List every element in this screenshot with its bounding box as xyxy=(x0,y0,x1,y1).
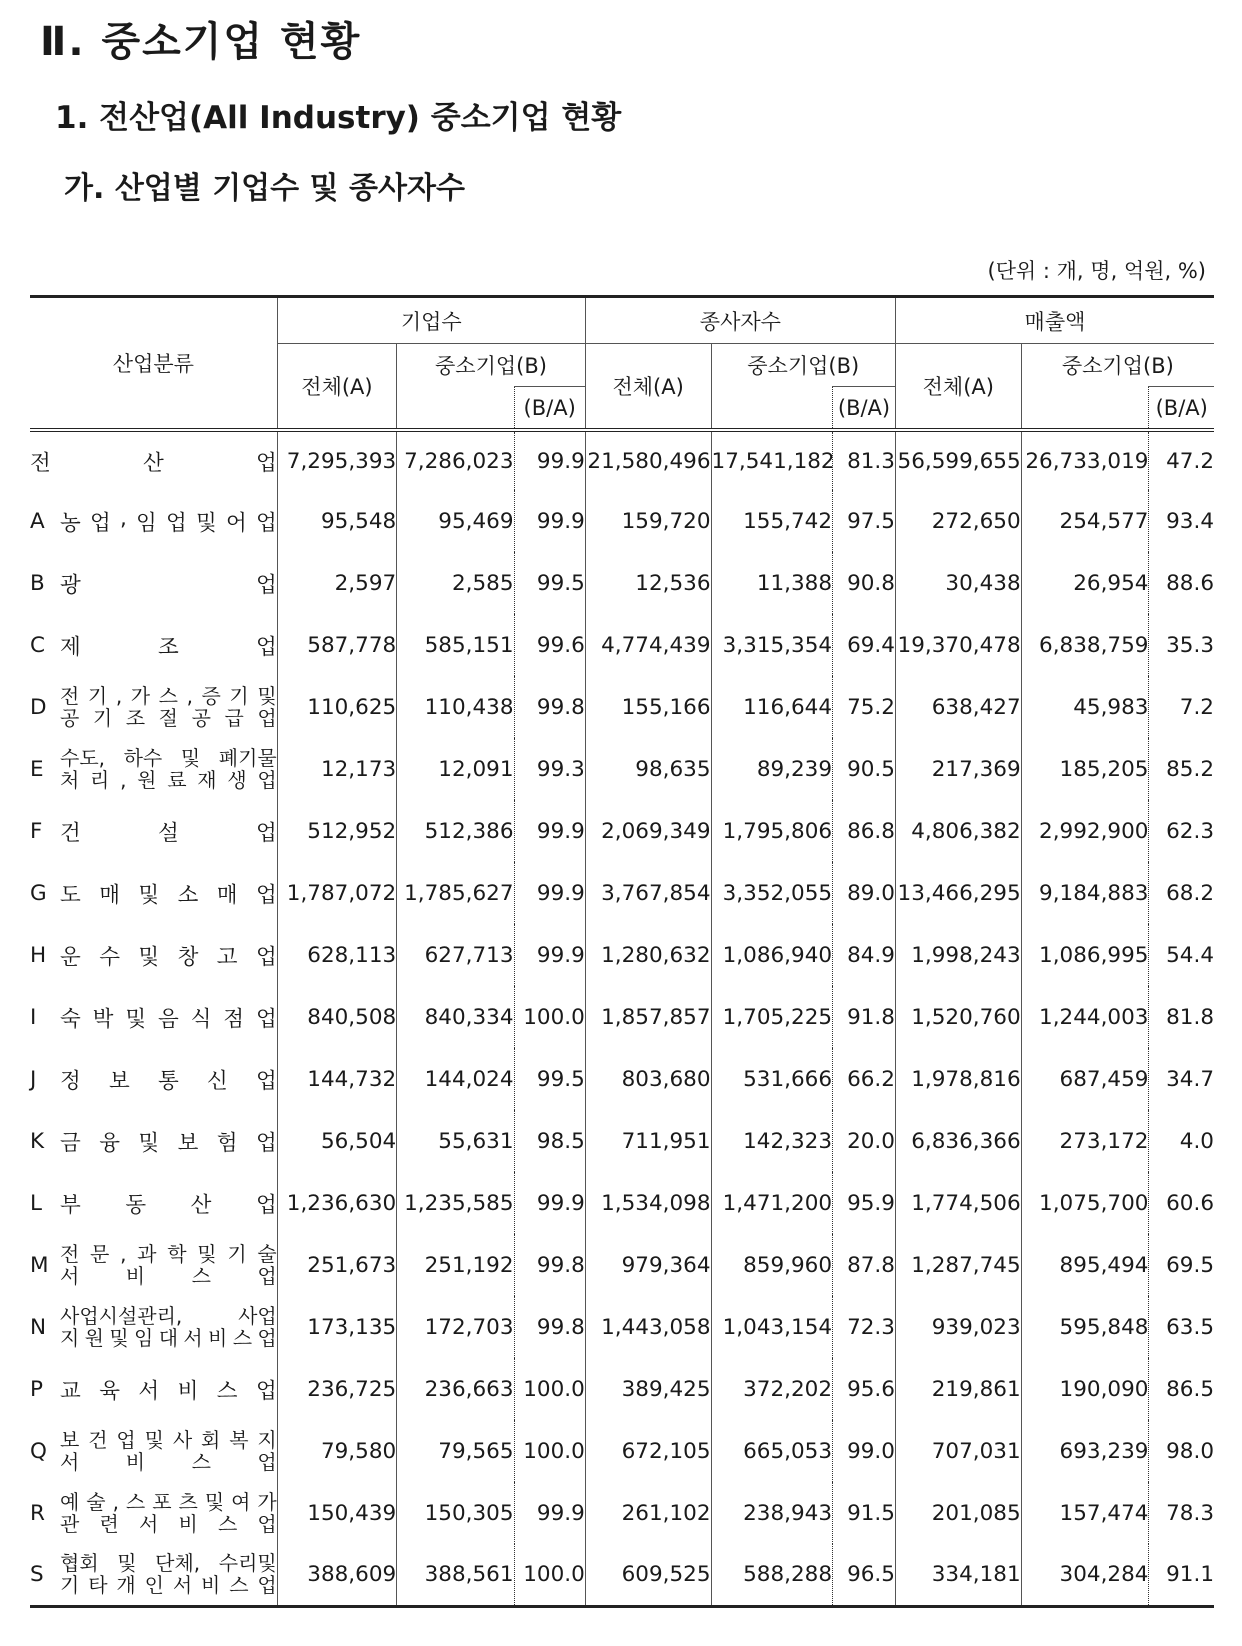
table-cell: 90.5 xyxy=(833,738,896,800)
table-cell: 7,295,393 xyxy=(277,430,396,490)
industry-code: N xyxy=(30,1314,47,1340)
industry-code: Q xyxy=(30,1438,47,1464)
table-cell: 6,836,366 xyxy=(895,1110,1021,1172)
table-cell: 3,767,854 xyxy=(585,862,711,924)
header-employees-sme: 중소기업(B) xyxy=(711,344,895,387)
industry-code: C xyxy=(30,632,46,658)
header-sales-sme: 중소기업(B) xyxy=(1021,344,1214,387)
row-label xyxy=(30,924,277,986)
table-cell: 75.2 xyxy=(833,676,896,738)
table-cell: 99.0 xyxy=(833,1420,896,1482)
row-label xyxy=(30,552,277,614)
row-label xyxy=(30,1482,277,1544)
table-cell: 261,102 xyxy=(585,1482,711,1544)
header-sales-sme-blank xyxy=(1021,387,1149,431)
row-label xyxy=(30,1234,277,1296)
table-cell: 172,703 xyxy=(397,1296,514,1358)
header-group-firms: 기업수 xyxy=(277,297,585,344)
table-cell: 96.5 xyxy=(833,1544,896,1606)
industry-name: 금 융 및 보 험 업 xyxy=(60,1130,277,1156)
table-row xyxy=(30,1048,1214,1110)
table-cell: 56,599,655 xyxy=(895,430,1021,490)
table-row xyxy=(30,924,1214,986)
row-label xyxy=(30,614,277,676)
table-cell: 190,090 xyxy=(1021,1358,1149,1420)
table-cell: 116,644 xyxy=(711,676,833,738)
header-firms-sme-blank xyxy=(397,387,514,431)
table-cell: 665,053 xyxy=(711,1420,833,1482)
table-cell: 155,166 xyxy=(585,676,711,738)
table-cell: 388,609 xyxy=(277,1544,396,1606)
table-cell: 99.3 xyxy=(514,738,585,800)
table-cell: 254,577 xyxy=(1021,490,1149,552)
industry-code: S xyxy=(30,1561,44,1587)
section-heading: Ⅱ. 중소기업 현황 xyxy=(40,19,362,65)
table-cell: 1,287,745 xyxy=(895,1234,1021,1296)
industry-code: L xyxy=(30,1190,42,1216)
table-cell: 89,239 xyxy=(711,738,833,800)
table-cell: 56,504 xyxy=(277,1110,396,1172)
table-row xyxy=(30,1420,1214,1482)
table-cell: 707,031 xyxy=(895,1420,1021,1482)
table-cell: 47.2 xyxy=(1149,430,1214,490)
table-cell: 7.2 xyxy=(1149,676,1214,738)
table-cell: 99.6 xyxy=(514,614,585,676)
table-cell: 2,992,900 xyxy=(1021,800,1149,862)
table-row xyxy=(30,1544,1214,1606)
table-cell: 13,466,295 xyxy=(895,862,1021,924)
table-cell: 99.9 xyxy=(514,430,585,490)
table-cell: 26,733,019 xyxy=(1021,430,1149,490)
table-cell: 219,861 xyxy=(895,1358,1021,1420)
table-cell: 98,635 xyxy=(585,738,711,800)
table-cell: 638,427 xyxy=(895,676,1021,738)
unit-note: (단위 : 개, 명, 억원, %) xyxy=(987,259,1206,283)
table-row xyxy=(30,614,1214,676)
table-cell: 110,625 xyxy=(277,676,396,738)
table-cell: 81.3 xyxy=(833,430,896,490)
row-label xyxy=(30,1110,277,1172)
table-cell: 110,438 xyxy=(397,676,514,738)
table-cell: 3,315,354 xyxy=(711,614,833,676)
table-cell: 90.8 xyxy=(833,552,896,614)
table-cell: 54.4 xyxy=(1149,924,1214,986)
table-cell: 95.6 xyxy=(833,1358,896,1420)
table-cell: 155,742 xyxy=(711,490,833,552)
table-cell: 1,443,058 xyxy=(585,1296,711,1358)
table-cell: 17,541,182 xyxy=(711,430,833,490)
table-cell: 939,023 xyxy=(895,1296,1021,1358)
table-cell: 99.9 xyxy=(514,1482,585,1544)
table-cell: 99.8 xyxy=(514,1296,585,1358)
industry-name: 전 문 , 과 학 및 기 술 서 비 스 업 xyxy=(60,1242,277,1288)
table-cell: 142,323 xyxy=(711,1110,833,1172)
table-cell: 1,086,940 xyxy=(711,924,833,986)
table-cell: 100.0 xyxy=(514,1544,585,1606)
industry-name: 광 업 xyxy=(60,572,277,598)
subsection-heading: 1. 전산업(All Industry) 중소기업 현황 xyxy=(55,100,622,136)
table-cell: 693,239 xyxy=(1021,1420,1149,1482)
table-cell: 4.0 xyxy=(1149,1110,1214,1172)
table-cell: 12,173 xyxy=(277,738,396,800)
table-cell: 588,288 xyxy=(711,1544,833,1606)
industry-name: 사업시설관리, 사업 지 원 및 임 대 서 비 스 업 xyxy=(60,1304,277,1350)
industry-name: 도 매 및 소 매 업 xyxy=(60,882,277,908)
table-cell: 628,113 xyxy=(277,924,396,986)
table-cell: 99.8 xyxy=(514,676,585,738)
table-cell: 157,474 xyxy=(1021,1482,1149,1544)
table-cell: 87.8 xyxy=(833,1234,896,1296)
industry-code: E xyxy=(30,756,44,782)
table-cell: 979,364 xyxy=(585,1234,711,1296)
table-row xyxy=(30,738,1214,800)
row-label xyxy=(30,1544,277,1606)
table-cell: 1,244,003 xyxy=(1021,986,1149,1048)
header-firms-total: 전체(A) xyxy=(277,344,396,431)
table-cell: 859,960 xyxy=(711,1234,833,1296)
header-sales-ratio: (B/A) xyxy=(1149,387,1214,431)
table-cell: 20.0 xyxy=(833,1110,896,1172)
table-cell: 11,388 xyxy=(711,552,833,614)
table-cell: 251,673 xyxy=(277,1234,396,1296)
header-firms-sme: 중소기업(B) xyxy=(397,344,586,387)
row-label xyxy=(30,1296,277,1358)
table-cell: 185,205 xyxy=(1021,738,1149,800)
table-body xyxy=(30,430,1214,1606)
industry-code: M xyxy=(30,1252,49,1278)
table-cell: 93.4 xyxy=(1149,490,1214,552)
table-cell: 1,998,243 xyxy=(895,924,1021,986)
table-cell: 531,666 xyxy=(711,1048,833,1110)
table-cell: 144,732 xyxy=(277,1048,396,1110)
industry-code: B xyxy=(30,570,45,596)
table-cell: 34.7 xyxy=(1149,1048,1214,1110)
table-cell: 66.2 xyxy=(833,1048,896,1110)
table-cell: 91.8 xyxy=(833,986,896,1048)
table-cell: 4,774,439 xyxy=(585,614,711,676)
table-row-total xyxy=(30,430,1214,490)
table-cell: 1,520,760 xyxy=(895,986,1021,1048)
table-cell: 95,548 xyxy=(277,490,396,552)
industry-code: A xyxy=(30,508,45,534)
row-label xyxy=(30,1172,277,1234)
table-row xyxy=(30,1482,1214,1544)
table-cell: 334,181 xyxy=(895,1544,1021,1606)
table-cell: 99.9 xyxy=(514,924,585,986)
table-cell: 2,597 xyxy=(277,552,396,614)
industry-name: 예 술 , 스 포 츠 및 여 가 관 련 서 비 스 업 xyxy=(60,1490,277,1536)
row-label xyxy=(30,430,277,490)
row-label-text: 전 산 업 xyxy=(30,450,277,476)
row-label xyxy=(30,1420,277,1482)
table-cell: 2,585 xyxy=(397,552,514,614)
industry-name: 숙 박 및 음 식 점 업 xyxy=(60,1006,277,1032)
table-cell: 711,951 xyxy=(585,1110,711,1172)
table-cell: 273,172 xyxy=(1021,1110,1149,1172)
table-cell: 1,043,154 xyxy=(711,1296,833,1358)
table-cell: 150,305 xyxy=(397,1482,514,1544)
table-row xyxy=(30,1358,1214,1420)
table-cell: 803,680 xyxy=(585,1048,711,1110)
industry-name: 협회 및 단체, 수리및 기 타 개 인 서 비 스 업 xyxy=(60,1551,277,1598)
table-cell: 372,202 xyxy=(711,1358,833,1420)
table-cell: 1,785,627 xyxy=(397,862,514,924)
table-cell: 12,091 xyxy=(397,738,514,800)
table-cell: 1,857,857 xyxy=(585,986,711,1048)
table-cell: 173,135 xyxy=(277,1296,396,1358)
table-cell: 89.0 xyxy=(833,862,896,924)
table-cell: 99.9 xyxy=(514,800,585,862)
table-cell: 1,978,816 xyxy=(895,1048,1021,1110)
industry-code: K xyxy=(30,1128,45,1154)
table-cell: 1,795,806 xyxy=(711,800,833,862)
header-group-employees: 종사자수 xyxy=(585,297,895,344)
header-group-sales: 매출액 xyxy=(895,297,1214,344)
table-cell: 272,650 xyxy=(895,490,1021,552)
table-cell: 99.8 xyxy=(514,1234,585,1296)
table-cell: 1,534,098 xyxy=(585,1172,711,1234)
row-label xyxy=(30,1358,277,1420)
header-category: 산업분류 xyxy=(30,297,277,431)
table-cell: 4,806,382 xyxy=(895,800,1021,862)
table-cell: 88.6 xyxy=(1149,552,1214,614)
table-cell: 201,085 xyxy=(895,1482,1021,1544)
table-cell: 1,705,225 xyxy=(711,986,833,1048)
table-cell: 217,369 xyxy=(895,738,1021,800)
table-cell: 3,352,055 xyxy=(711,862,833,924)
industry-code: P xyxy=(30,1376,43,1402)
table-cell: 251,192 xyxy=(397,1234,514,1296)
table-row xyxy=(30,490,1214,552)
table-cell: 1,086,995 xyxy=(1021,924,1149,986)
table-cell: 91.5 xyxy=(833,1482,896,1544)
industry-name: 농 업 , 임 업 및 어 업 xyxy=(60,505,277,536)
industry-name: 정 보 통 신 업 xyxy=(60,1068,277,1094)
table-cell: 79,580 xyxy=(277,1420,396,1482)
header-employees-total: 전체(A) xyxy=(585,344,711,431)
industry-code: G xyxy=(30,880,47,906)
table-cell: 1,774,506 xyxy=(895,1172,1021,1234)
table-cell: 512,386 xyxy=(397,800,514,862)
table-cell: 100.0 xyxy=(514,1420,585,1482)
table-cell: 9,184,883 xyxy=(1021,862,1149,924)
industry-code: F xyxy=(30,818,43,844)
header-employees-sme-blank xyxy=(711,387,833,431)
table-cell: 1,235,585 xyxy=(397,1172,514,1234)
table-cell: 21,580,496 xyxy=(585,430,711,490)
table-cell: 86.8 xyxy=(833,800,896,862)
table-cell: 99.9 xyxy=(514,862,585,924)
industry-name: 부 동 산 업 xyxy=(60,1192,277,1218)
table-cell: 63.5 xyxy=(1149,1296,1214,1358)
table-cell: 100.0 xyxy=(514,986,585,1048)
table-cell: 98.5 xyxy=(514,1110,585,1172)
industry-code: D xyxy=(30,694,47,720)
header-sales-total: 전체(A) xyxy=(895,344,1021,431)
table-cell: 91.1 xyxy=(1149,1544,1214,1606)
table-cell: 304,284 xyxy=(1021,1544,1149,1606)
table-cell: 388,561 xyxy=(397,1544,514,1606)
table-cell: 840,334 xyxy=(397,986,514,1048)
industry-name: 운 수 및 창 고 업 xyxy=(60,944,277,970)
row-label xyxy=(30,490,277,552)
table-cell: 585,151 xyxy=(397,614,514,676)
table-cell: 895,494 xyxy=(1021,1234,1149,1296)
table-cell: 26,954 xyxy=(1021,552,1149,614)
table-cell: 7,286,023 xyxy=(397,430,514,490)
row-label xyxy=(30,738,277,800)
table-cell: 99.9 xyxy=(514,490,585,552)
table-cell: 236,725 xyxy=(277,1358,396,1420)
table-cell: 35.3 xyxy=(1149,614,1214,676)
table-cell: 1,280,632 xyxy=(585,924,711,986)
table-cell: 1,787,072 xyxy=(277,862,396,924)
table-cell: 85.2 xyxy=(1149,738,1214,800)
table-cell: 687,459 xyxy=(1021,1048,1149,1110)
table-cell: 12,536 xyxy=(585,552,711,614)
table-cell: 672,105 xyxy=(585,1420,711,1482)
row-label xyxy=(30,1048,277,1110)
industry-name: 전 기 , 가 스 , 증 기 및 공 기 조 절 공 급 업 xyxy=(60,684,277,730)
table-cell: 238,943 xyxy=(711,1482,833,1544)
table-cell: 79,565 xyxy=(397,1420,514,1482)
table-cell: 86.5 xyxy=(1149,1358,1214,1420)
table-heading: 가. 산업별 기업수 및 종사자수 xyxy=(64,171,465,206)
table-cell: 840,508 xyxy=(277,986,396,1048)
table-row xyxy=(30,800,1214,862)
industry-name: 교 육 서 비 스 업 xyxy=(60,1378,277,1404)
industry-table xyxy=(30,295,1214,1608)
table-cell: 1,471,200 xyxy=(711,1172,833,1234)
header-employees-ratio: (B/A) xyxy=(833,387,896,431)
industry-name: 수도, 하수 및 폐기물 처 리 , 원 료 재 생 업 xyxy=(60,746,277,792)
table-cell: 30,438 xyxy=(895,552,1021,614)
industry-code: J xyxy=(30,1066,37,1092)
table-cell: 99.5 xyxy=(514,1048,585,1110)
table-cell: 1,075,700 xyxy=(1021,1172,1149,1234)
table-cell: 60.6 xyxy=(1149,1172,1214,1234)
table-row xyxy=(30,1172,1214,1234)
industry-code: H xyxy=(30,942,47,968)
table-row xyxy=(30,862,1214,924)
table-cell: 512,952 xyxy=(277,800,396,862)
table-row xyxy=(30,986,1214,1048)
industry-name: 보 건 업 및 사 회 복 지 서 비 스 업 xyxy=(60,1428,277,1474)
table-cell: 144,024 xyxy=(397,1048,514,1110)
table-cell: 78.3 xyxy=(1149,1482,1214,1544)
header-firms-ratio: (B/A) xyxy=(514,387,585,431)
table-row xyxy=(30,552,1214,614)
table-cell: 609,525 xyxy=(585,1544,711,1606)
table-cell: 68.2 xyxy=(1149,862,1214,924)
table-cell: 95,469 xyxy=(397,490,514,552)
table-cell: 55,631 xyxy=(397,1110,514,1172)
table-cell: 72.3 xyxy=(833,1296,896,1358)
table-cell: 587,778 xyxy=(277,614,396,676)
industry-name: 건 설 업 xyxy=(60,820,277,846)
table-cell: 150,439 xyxy=(277,1482,396,1544)
table-row xyxy=(30,1110,1214,1172)
table-cell: 97.5 xyxy=(833,490,896,552)
table-cell: 19,370,478 xyxy=(895,614,1021,676)
table-cell: 99.5 xyxy=(514,552,585,614)
industry-name: 제 조 업 xyxy=(60,634,277,660)
table-cell: 98.0 xyxy=(1149,1420,1214,1482)
table-row xyxy=(30,1296,1214,1358)
table-cell: 99.9 xyxy=(514,1172,585,1234)
table-cell: 2,069,349 xyxy=(585,800,711,862)
table-cell: 100.0 xyxy=(514,1358,585,1420)
table-cell: 236,663 xyxy=(397,1358,514,1420)
row-label xyxy=(30,800,277,862)
table-cell: 69.4 xyxy=(833,614,896,676)
industry-code: R xyxy=(30,1500,45,1526)
industry-code: I xyxy=(30,1004,37,1030)
table-cell: 45,983 xyxy=(1021,676,1149,738)
table-cell: 95.9 xyxy=(833,1172,896,1234)
table-row xyxy=(30,676,1214,738)
row-label xyxy=(30,862,277,924)
table-cell: 595,848 xyxy=(1021,1296,1149,1358)
table-cell: 62.3 xyxy=(1149,800,1214,862)
row-label xyxy=(30,676,277,738)
table-cell: 159,720 xyxy=(585,490,711,552)
table-cell: 389,425 xyxy=(585,1358,711,1420)
table-cell: 627,713 xyxy=(397,924,514,986)
table-cell: 81.8 xyxy=(1149,986,1214,1048)
table-cell: 84.9 xyxy=(833,924,896,986)
table-row xyxy=(30,1234,1214,1296)
table-cell: 69.5 xyxy=(1149,1234,1214,1296)
table-cell: 1,236,630 xyxy=(277,1172,396,1234)
row-label xyxy=(30,986,277,1048)
table-cell: 6,838,759 xyxy=(1021,614,1149,676)
